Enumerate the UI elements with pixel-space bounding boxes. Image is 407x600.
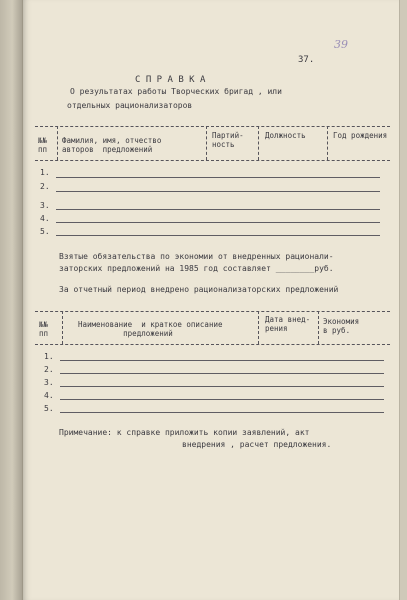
- column-header-number: №№ пп: [39, 320, 49, 338]
- blank-line: [60, 373, 384, 374]
- blank-line: [56, 222, 380, 223]
- obligations-line-2: заторских предложений на 1985 год составляет ________руб.: [59, 264, 334, 273]
- table-row-number: 2.: [40, 182, 50, 191]
- table-header-rule: [35, 160, 390, 161]
- column-divider: [62, 311, 63, 344]
- table-row-number: 5.: [40, 227, 50, 236]
- blank-line: [60, 399, 384, 400]
- column-header-birth-year: Год рождения: [333, 131, 388, 140]
- column-divider: [258, 311, 259, 344]
- handwritten-folio-number: 39: [334, 38, 348, 51]
- table-header-rule: [35, 344, 390, 345]
- table-row-number: 4.: [40, 214, 50, 223]
- binding-spine: [0, 0, 22, 600]
- table-row-number: 2.: [44, 365, 54, 374]
- subtitle-line-1: О результатах работы Творческих бригад , или: [70, 87, 282, 96]
- blank-line: [56, 209, 380, 210]
- column-header-position: Должность: [265, 131, 306, 140]
- column-header-savings: Экономия в руб.: [323, 317, 360, 335]
- blank-line: [60, 412, 384, 413]
- table-row-number: 5.: [44, 404, 54, 413]
- blank-line: [60, 360, 384, 361]
- blank-line: [60, 386, 384, 387]
- column-divider: [206, 126, 207, 160]
- column-header-number: №№ пп: [38, 136, 48, 154]
- page-edge: [399, 0, 407, 600]
- document-title: С П Р А В К А: [135, 75, 206, 85]
- table-row-number: 4.: [44, 391, 54, 400]
- table-row-number: 1.: [44, 352, 54, 361]
- table-top-rule: [35, 311, 390, 312]
- blank-line: [56, 177, 380, 178]
- table-top-rule: [35, 126, 390, 127]
- implemented-proposals-line: За отчетный период внедрено рационализаторских предложений: [59, 285, 339, 294]
- table-row-number: 3.: [44, 378, 54, 387]
- blank-line: [56, 235, 380, 236]
- column-header-proposal-title: Наименование и краткое описание предложений: [78, 320, 223, 338]
- column-divider: [57, 126, 58, 160]
- blank-line: [56, 191, 380, 192]
- page-number: 37.: [298, 55, 315, 65]
- column-divider: [258, 126, 259, 160]
- column-header-author-name: Фамилия, имя, отчество авторов предложений: [62, 136, 162, 154]
- column-header-implementation-date: Дата внед- рения: [265, 315, 311, 333]
- note-line-2: внедрения , расчет предложения.: [182, 440, 332, 449]
- column-header-party: Партий- ность: [212, 131, 244, 149]
- note-line-1: Примечание: к справке приложить копии заявлений, акт: [59, 428, 310, 437]
- obligations-line-1: Взятые обязательства по экономии от внедренных рационали-: [59, 252, 334, 261]
- table-row-number: 1.: [40, 168, 50, 177]
- column-divider: [327, 126, 328, 160]
- table-row-number: 3.: [40, 201, 50, 210]
- subtitle-line-2: отдельных рационализаторов: [67, 101, 193, 110]
- column-divider: [318, 311, 319, 344]
